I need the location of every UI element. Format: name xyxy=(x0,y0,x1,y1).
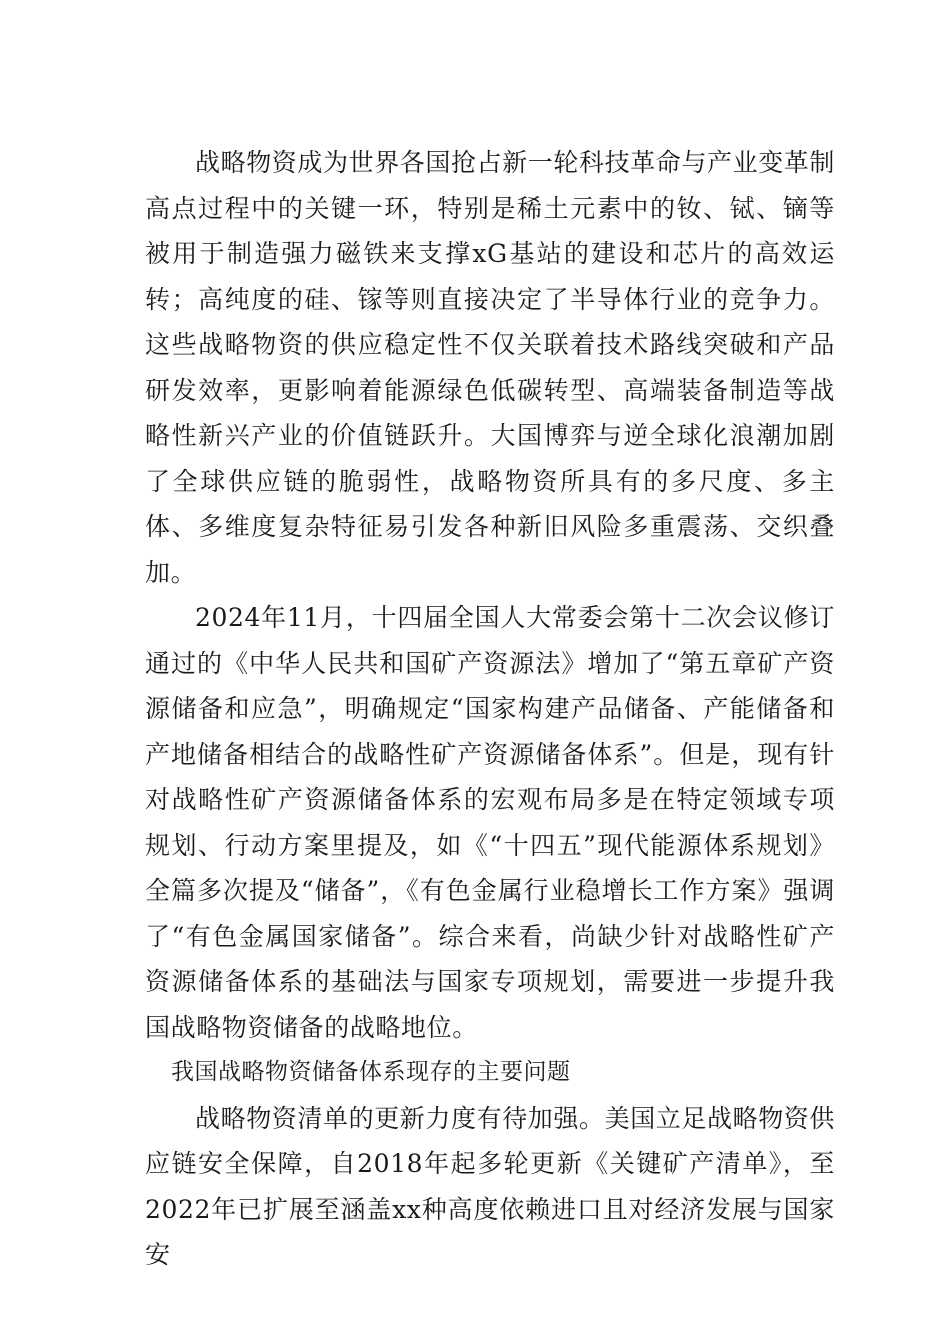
paragraph-mineral-law: 2024年11月，十四届全国人大常委会第十二次会议修订通过的《中华人民共和国矿产资源法》增加了“第五章矿产资源储备和应急”，明确规定“国家构建产品储备、产能储备和产地储备相结合的战略性矿产资源储备体系”。但是，现有针对战略性矿产资源储备体系的宏观布局多是在特定领域专项规划、行动方案里提及，如《“十四五”现代能源体系规划》全篇多次提及“储备”，《有色金属行业稳增长工作方案》强调了“有色金属国家储备”。综合来看，尚缺少针对战略性矿产资源储备体系的基础法与国家专项规划，需要进一步提升我国战略物资储备的战略地位。 xyxy=(145,603,835,1042)
document-body xyxy=(145,140,835,1278)
paragraph-strategic-materials: 战略物资成为世界各国抢占新一轮科技革命与产业变革制高点过程中的关键一环，特别是稀土元素中的钕、铽、镝等被用于制造强力磁铁来支撑xG基站的建设和芯片的高效运转；高纯度的硅、镓等则直接决定了半导体行业的竞争力。这些战略物资的供应稳定性不仅关联着技术路线突破和产品研发效率，更影响着能源绿色低碳转型、高端装备制造等战略性新兴产业的价值链跃升。大国博弈与逆全球化浪潮加剧了全球供应链的脆弱性，战略物资所具有的多尺度、多主体、多维度复杂特征易引发各种新旧风险多重震荡、交织叠加。 xyxy=(145,148,836,587)
section-heading: 我国战略物资储备体系现存的主要问题 xyxy=(171,1059,571,1085)
paragraph-list-update: 战略物资清单的更新力度有待加强。美国立足战略物资供应链安全保障，自2018年起多轮更新《关键矿产清单》，至2022年已扩展至涵盖xx种高度依赖进口且对经济发展与国家安 xyxy=(145,1103,836,1269)
